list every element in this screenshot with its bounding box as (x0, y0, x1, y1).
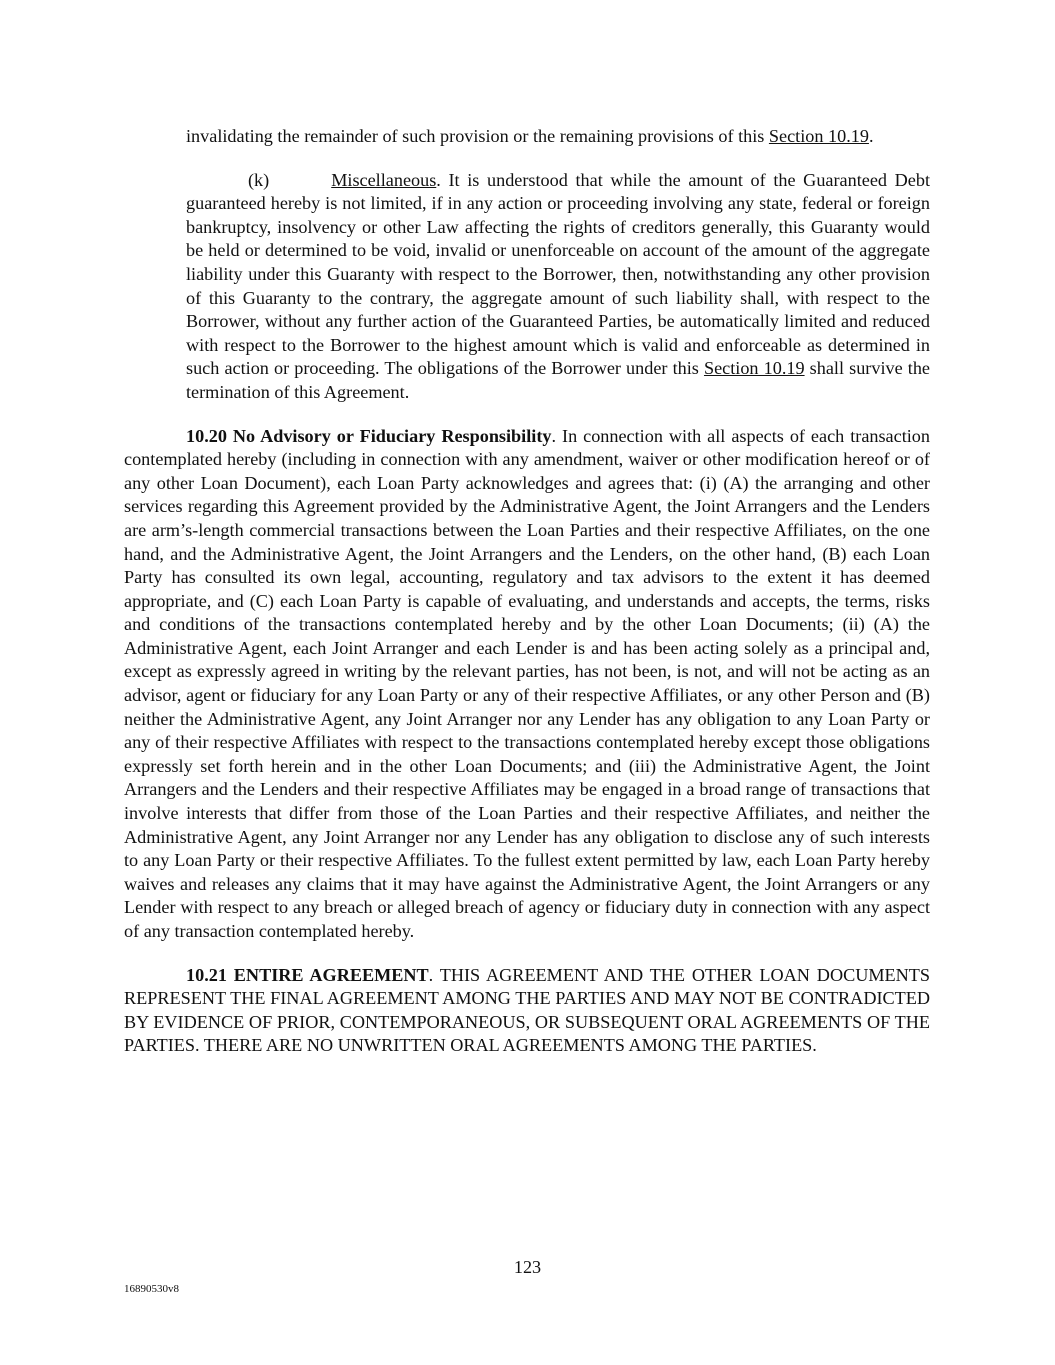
continuation-end: . (868, 126, 874, 146)
continuation-text: invalidating the remainder of such provision or the remaining provisions of this (186, 126, 769, 146)
section-k-ref: Section 10.19 (703, 358, 805, 379)
section-k-heading-punct: . (436, 169, 449, 190)
section-10-21-paragraph (124, 964, 930, 1058)
section-10-21-heading: 10.21 ENTIRE AGREEMENT (186, 964, 429, 985)
section-k-heading: Miscellaneous (331, 169, 437, 190)
section-10-20-paragraph (124, 425, 930, 944)
section-k-text-end: shall survive the termination of this Agreement. (186, 358, 930, 402)
page-body (124, 125, 930, 1058)
section-10-21-body: . THIS AGREEMENT AND THE OTHER LOAN DOCUMENTS REPRESENT THE FINAL AGREEMENT AMONG THE PARTIES AND MAY NOT BE CONTRADICTED BY EVIDENCE OF PRIOR, CONTEMPORANEOUS, OR SUBSEQUENT ORAL AGREEMENTS OF THE PARTIES. THERE ARE NO UNWRITTEN ORAL AGREEMENTS AMONG THE PARTIES. (124, 964, 930, 1056)
section-k-paragraph (186, 169, 930, 405)
page-number: 123 (513, 1257, 542, 1277)
section-ref-link: Section 10.19 (768, 126, 869, 146)
section-k-marker: (k) (248, 169, 270, 190)
section-k-text: It is understood that while the amount of the Guaranteed Debt guaranteed hereby is not limited, if in any action or proceeding involving any state, federal or foreign bankruptcy, insolvency or other Law affecting the rights of creditors generally, this Guaranty would be held or determined to be void, invalid or unenforceable on account of the amount of the aggregate liability under this Guaranty with respect to the Borrower, then, notwithstanding any other provision of this Guaranty to the contrary, the aggregate amount of such liability shall, with respect to the Borrower, without any further action of the Guaranteed Parties, be automatically limited and reduced with respect to the Borrower to the highest amount which is valid and enforceable as determined in such action or proceeding. The obligations of the Borrower under this (186, 169, 931, 379)
document-id: 16890530v8 (124, 1283, 179, 1295)
section-10-20-heading: 10.20 No Advisory or Fiduciary Responsibility (186, 425, 552, 446)
section-10-20-body: . In connection with all aspects of each transaction contemplated hereby (including in connection with any amendment, waiver or other modification hereof or of any other Loan Document), each Loan Party acknowledges and agrees that: (i) (A) the arranging and other services regarding this Agreement provided by the Administrative Agent, the Joint Arrangers and the Lenders are arm’s-length commercial transactions between the Loan Parties and their respective Affiliates, on the one hand, and the Administrative Agent, the Joint Arrangers and the Lenders, on the other hand, (B) each Loan Party has consulted its own legal, accounting, regulatory and tax advisors to the extent it has deemed appropriate, and (C) each Loan Party is capable of evaluating, and understands and accepts, the terms, risks and conditions of the transactions contemplated hereby and by the other Loan Documents; (ii) (A) the Administrative Agent, each Joint Arranger and each Lender is and has been acting solely as a principal and, except as expressly agreed in writing by the relevant parties, has not been, is not, and will not be acting as an advisor, agent or fiduciary for any Loan Party or any of their respective Affiliates, or any other Person and (B) neither the Administrative Agent, any Joint Arranger nor any Lender has any obligation to any Loan Party or any of their respective Affiliates with respect to the transactions contemplated hereby except those obligations expressly set forth herein and in the other Loan Documents; and (iii) the Administrative Agent, the Joint Arrangers and the Lenders and their respective Affiliates may be engaged in a broad range of transactions that involve interests that differ from those of the Loan Parties and their respective Affiliates, and neither the Administrative Agent, any Joint Arranger nor any Lender has any obligation to disclose any of such interests to any Loan Party or their respective Affiliates. To the fullest extent permitted by law, each Loan Party hereby waives and releases any claims that it may have against the Administrative Agent, the Joint Arrangers or any Lender with respect to any breach or alleged breach of agency or fiduciary duty in connection with any aspect of any transaction contemplated hereby. (124, 425, 930, 941)
continuation-paragraph (186, 125, 930, 149)
